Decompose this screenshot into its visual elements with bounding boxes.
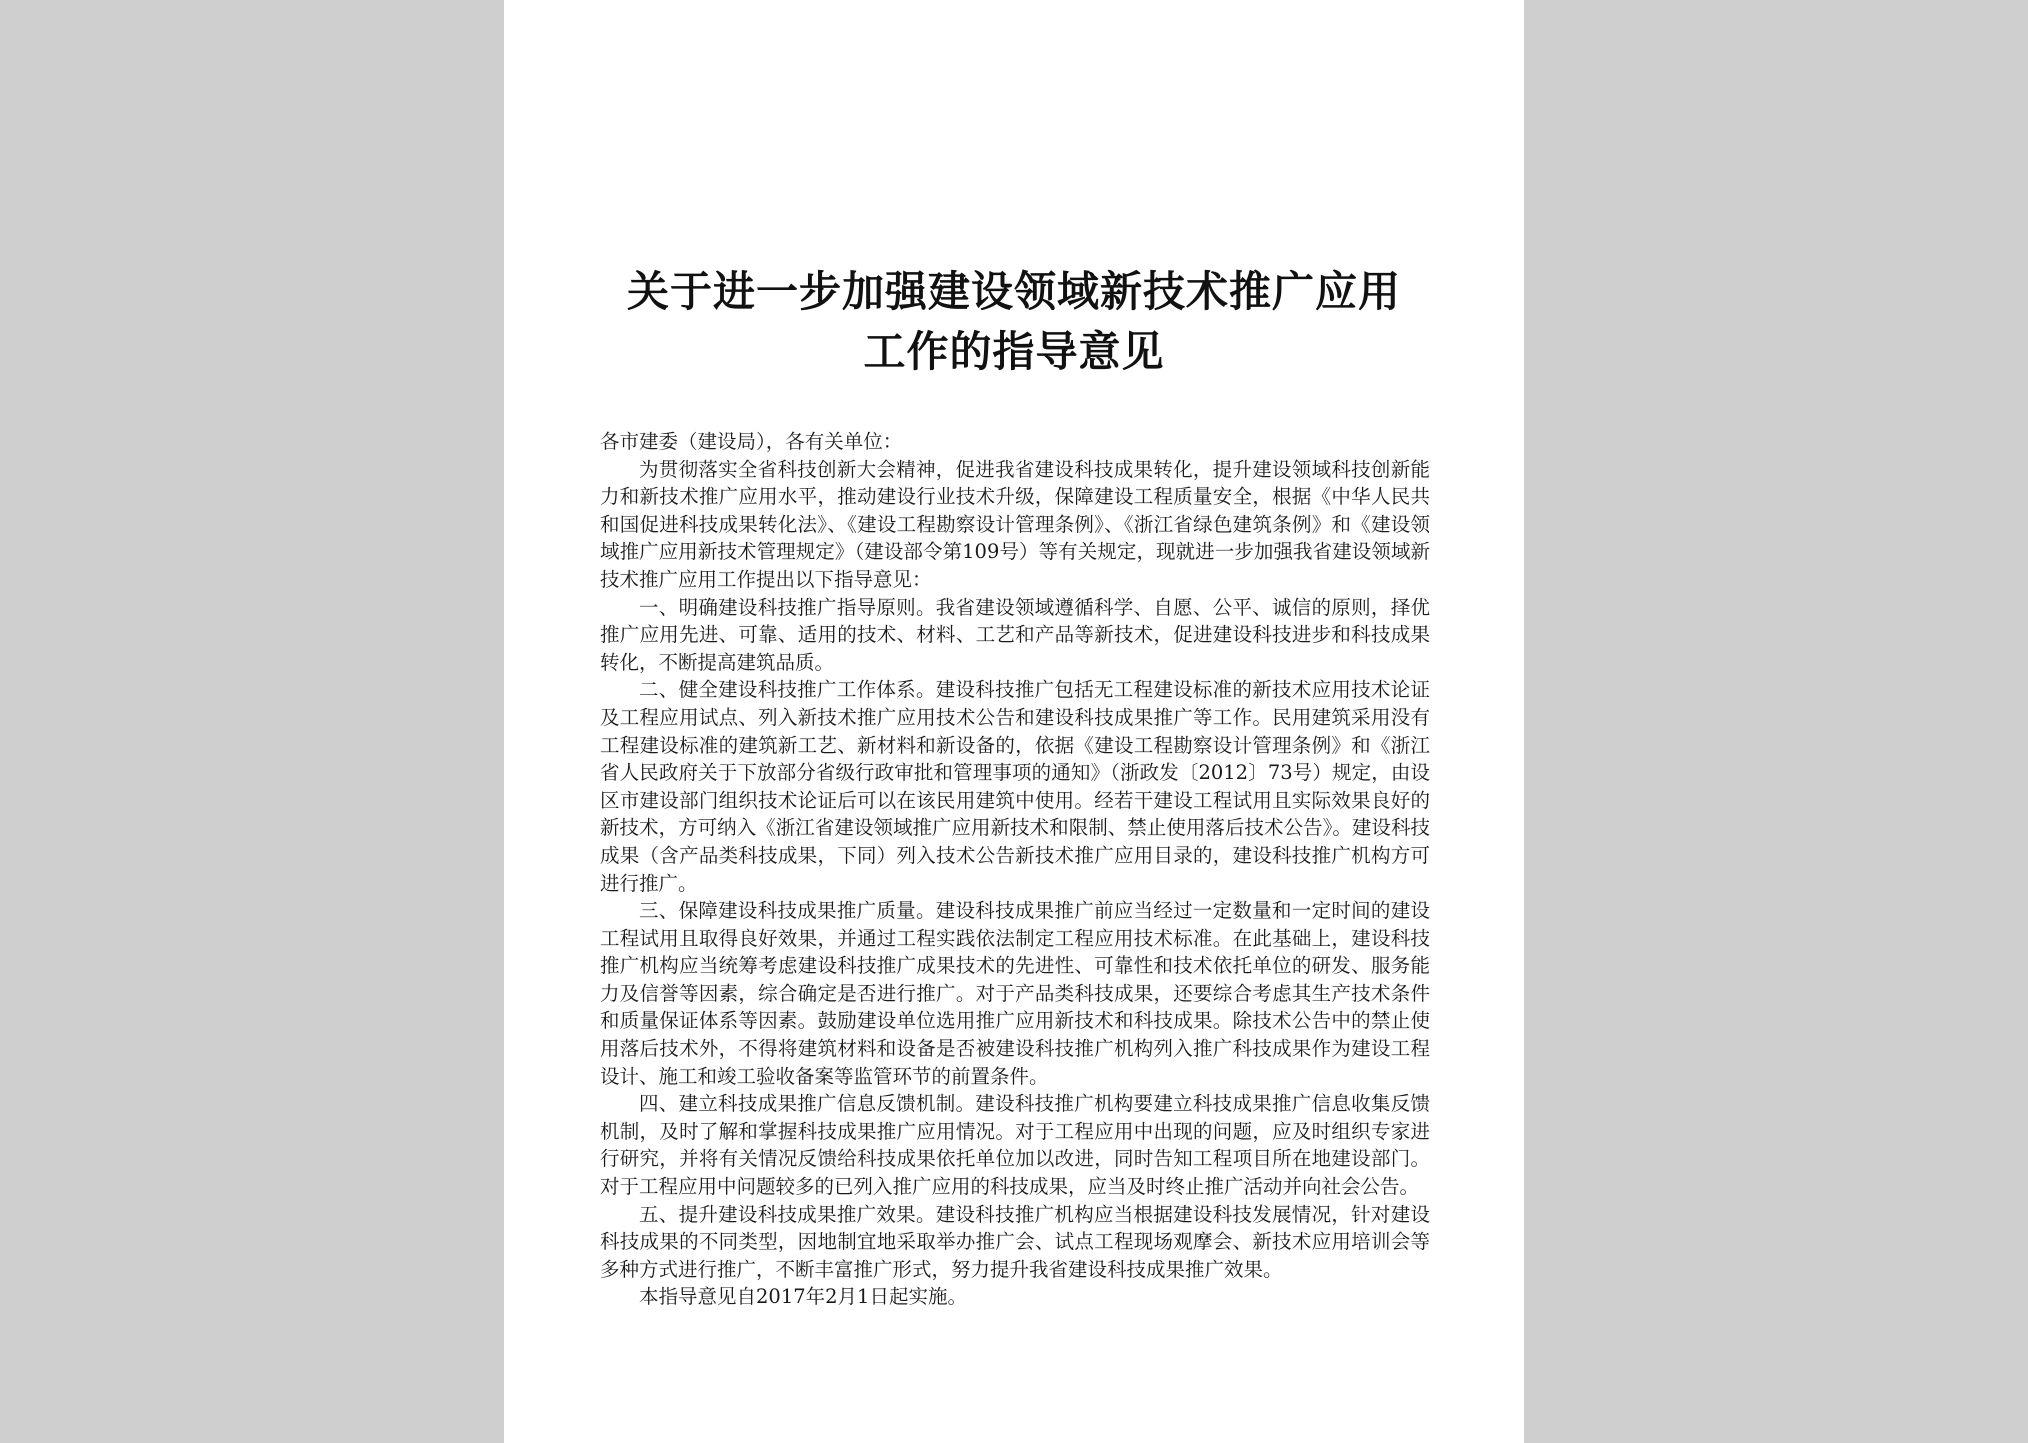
paragraph-1: 一、明确建设科技推广指导原则。我省建设领域遵循科学、自愿、公平、诚信的原则，择优推广应用先进、可靠、适用的技术、材料、工艺和产品等新技术，促进建设科技进步和科技成果转化，不断提高建筑品质。	[600, 595, 1430, 674]
salutation: 各市建委（建设局），各有关单位：	[600, 430, 903, 453]
title-line-1: 关于进一步加强建设领域新技术推广应用	[626, 267, 1401, 316]
paragraph-effective-date: 本指导意见自2017年2月1日起实施。	[639, 1285, 967, 1309]
paragraph-intro: 为贯彻落实全省科技创新大会精神，促进我省建设科技成果转化，提升建设领域科技创新能力和新技术推广应用水平，推动建设行业技术升级，保障建设工程质量安全，根据《中华人民共和国促进科技成果转化法》、《建设工程勘察设计管理条例》、《浙江省绿色建筑条例》和《建设领域推广应用新技术管理规定》（建设部令第109号）等有关规定，现就进一步加强我省建设领域新技术推广应用工作提出以下指导意见：	[600, 457, 1430, 591]
document-page	[504, 0, 1524, 1443]
document-title	[604, 262, 1424, 382]
document-body	[600, 428, 1430, 1311]
paragraph-2: 二、健全建设科技推广工作体系。建设科技推广包括无工程建设标准的新技术应用技术论证及工程应用试点、列入新技术推广应用技术公告和建设科技成果推广等工作。民用建筑采用没有工程建设标准的建筑新工艺、新材料和新设备的，依据《建设工程勘察设计管理条例》和《浙江省人民政府关于下放部分省级行政审批和管理事项的通知》（浙政发〔2012〕73号）规定，由设区市建设部门组织技术论证后可以在该民用建筑中使用。经若干建设工程试用且实际效果良好的新技术，方可纳入《浙江省建设领域推广应用新技术和限制、禁止使用落后技术公告》。建设科技成果（含产品类科技成果，下同）列入技术公告新技术推广应用目录的，建设科技推广机构方可进行推广。	[600, 678, 1430, 895]
paragraph-5: 五、提升建设科技成果推广效果。建设科技推广机构应当根据建设科技发展情况，针对建设科技成果的不同类型，因地制宜地采取举办推广会、试点工程现场观摩会、新技术应用培训会等多种方式进行推广，不断丰富推广形式，努力提升我省建设科技成果推广效果。	[600, 1202, 1430, 1281]
paragraph-3: 三、保障建设科技成果推广质量。建设科技成果推广前应当经过一定数量和一定时间的建设工程试用且取得良好效果，并通过工程实践依法制定工程应用技术标准。在此基础上，建设科技推广机构应当统筹考虑建设科技推广成果技术的先进性、可靠性和技术依托单位的研发、服务能力及信誉等因素，综合确定是否进行推广。对于产品类科技成果，还要综合考虑其生产技术条件和质量保证体系等因素。鼓励建设单位选用推广应用新技术和科技成果。除技术公告中的禁止使用落后技术外，不得将建筑材料和设备是否被建设科技推广机构列入推广科技成果作为建设工程设计、施工和竣工验收备案等监管环节的前置条件。	[600, 899, 1430, 1088]
title-line-2: 工作的指导意见	[863, 327, 1165, 376]
paragraph-4: 四、建立科技成果推广信息反馈机制。建设科技推广机构要建立科技成果推广信息收集反馈机制，及时了解和掌握科技成果推广应用情况。对于工程应用中出现的问题，应及时组织专家进行研究，并将有关情况反馈给科技成果依托单位加以改进，同时告知工程项目所在地建设部门。对于工程应用中问题较多的已列入推广应用的科技成果，应当及时终止推广活动并向社会公告。	[600, 1092, 1430, 1199]
